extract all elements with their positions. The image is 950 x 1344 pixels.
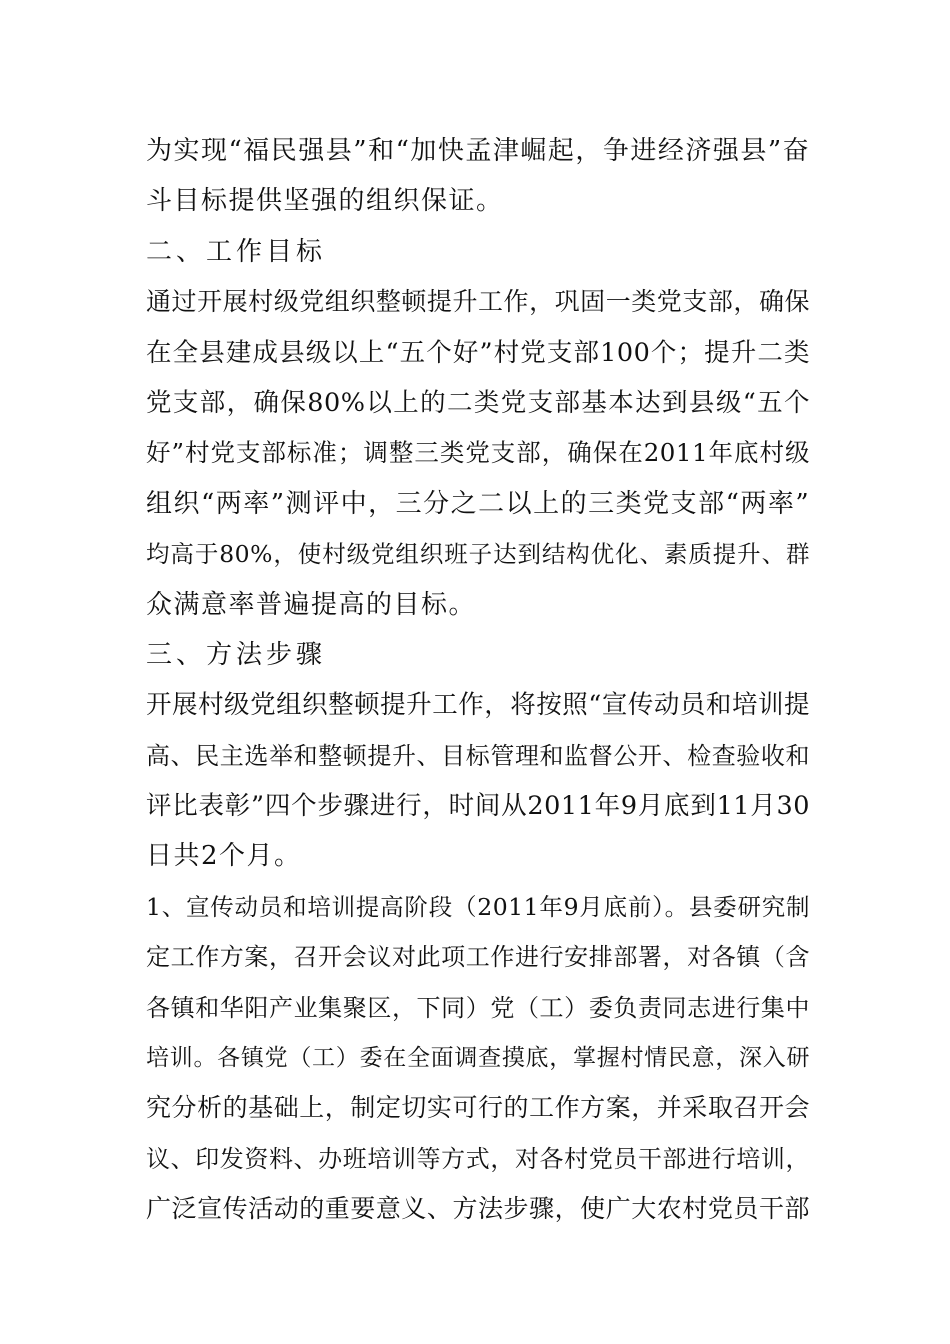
text-line: 组织“两率”测评中，三分之二以上的三类党支部“两率” [146,488,810,519]
text-line: 各镇和华阳产业集聚区，下同）党（工）委负责同志进行集中 [146,993,810,1022]
text-line: 高、民主选举和整顿提升、目标管理和监督公开、检查验收和 [146,741,810,770]
section-heading-goals: 二、工作目标 [146,236,327,267]
text-line: 开展村级党组织整顿提升工作，将按照“宣传动员和培训提 [146,690,810,721]
text-line: 均高于80%，使村级党组织班子达到结构优化、素质提升、群 [146,540,810,569]
text-line: 通过开展村级党组织整顿提升工作，巩固一类党支部，确保 [146,287,810,317]
document-body [146,126,810,1235]
text-line: 评比表彰”四个步骤进行，时间从2011年9月底到11月30 [146,791,810,822]
text-line: 众满意率普遍提高的目标。 [146,589,477,620]
text-line: 好”村党支部标准；调整三类党支部，确保在2011年底村级 [146,438,810,468]
text-line: 党支部，确保80%以上的二类党支部基本达到县级“五个 [146,387,810,418]
text-line: 日共2个月。 [146,841,302,872]
text-line: 1、宣传动员和培训提高阶段（2011年9月底前）。县委研究制 [146,892,810,921]
text-line: 议、印发资料、办班培训等方式，对各村党员干部进行培训， [146,1144,810,1173]
text-line: 定工作方案，召开会议对此项工作进行安排部署，对各镇（含 [146,943,810,972]
section-heading-steps: 三、方法步骤 [146,639,327,670]
text-line: 广泛宣传活动的重要意义、方法步骤，使广大农村党员干部 [146,1194,810,1224]
text-line: 究分析的基础上，制定切实可行的工作方案，并采取召开会 [146,1093,810,1123]
text-line: 为实现“福民强县”和“加快孟津崛起，争进经济强县”奋 [146,136,810,166]
text-line: 在全县建成县级以上“五个好”村党支部100个；提升二类 [146,337,810,368]
text-line: 斗目标提供坚强的组织保证。 [146,186,504,217]
text-line: 培训。各镇党（工）委在全面调查摸底，掌握村情民意，深入研 [146,1045,810,1072]
